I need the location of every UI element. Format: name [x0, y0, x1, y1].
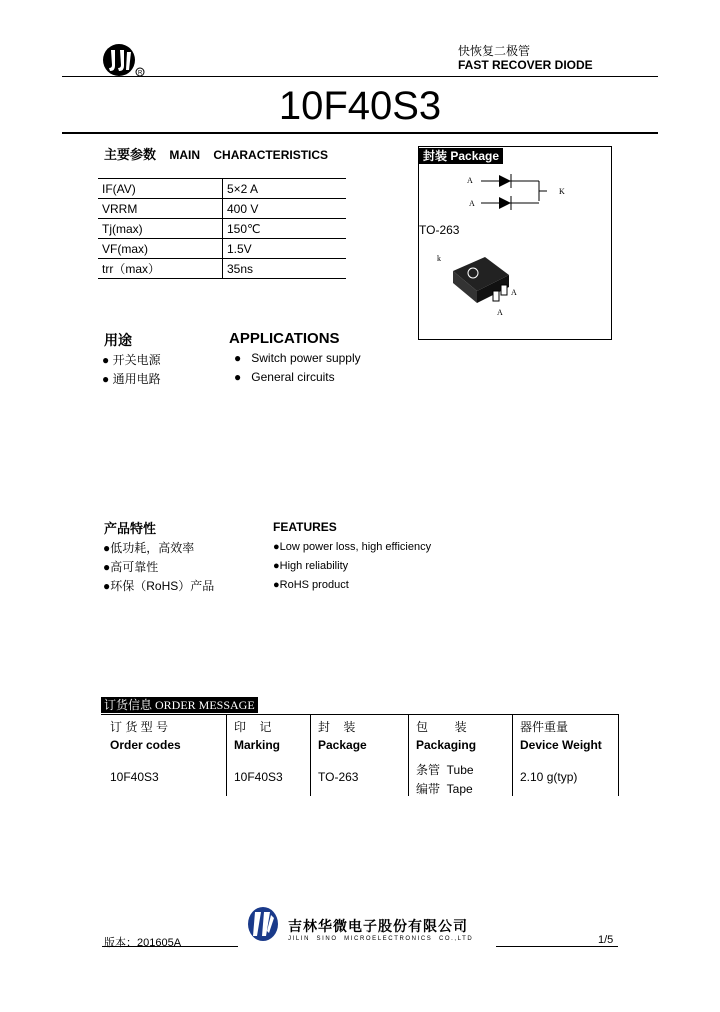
order-header-en: Package: [318, 738, 367, 752]
order-marking-value: 10F40S3: [234, 770, 283, 784]
param-cell: IF(AV): [98, 179, 223, 199]
feature-item-cn: ●低功耗，高效率: [103, 541, 195, 555]
order-packaging-tape: 编带 Tape: [416, 782, 473, 796]
order-col-divider: [512, 714, 513, 796]
footer-company-en: JILIN SINO MICROELECTRONICS CO.,LTD: [288, 936, 474, 942]
footer-rule-right: [496, 946, 618, 947]
table-row: [98, 179, 346, 199]
part-number-title: 10F40S3: [278, 84, 442, 128]
pin-k-label: K: [559, 187, 565, 196]
table-row: [98, 219, 346, 239]
footer-page-number: 1/5: [598, 934, 614, 946]
characteristics-table: [98, 178, 346, 279]
order-packaging-tube: 条管 Tube: [416, 763, 474, 777]
param-cell: trr（max）: [98, 259, 223, 279]
applications-heading-cn: 用途: [104, 332, 132, 348]
package-box: [418, 146, 612, 340]
title-rule: [62, 132, 658, 134]
package-label: [419, 147, 503, 165]
main-characteristics-heading: [104, 144, 328, 163]
table-row: [98, 199, 346, 219]
order-message-label: [101, 696, 258, 714]
feature-item-cn: ●高可靠性: [103, 560, 159, 574]
header-rule: [62, 76, 658, 77]
feature-item-en: ●High reliability: [273, 560, 349, 572]
order-col-divider: [310, 714, 311, 796]
company-logo: [102, 42, 142, 78]
features-heading-cn: 产品特性: [104, 521, 157, 536]
package-label-text: 封装 Package: [419, 148, 503, 164]
order-header-en: Order codes: [110, 738, 181, 752]
order-col-divider: [618, 714, 619, 796]
feature-item-en: ●RoHS product: [273, 579, 349, 591]
pin-a3-label: A: [511, 288, 517, 297]
pin-a2-label: A: [469, 199, 475, 208]
order-col-divider: [408, 714, 409, 796]
app-item-cn: ● 通用电路: [102, 372, 161, 386]
app-item-en: ● General circuits: [234, 370, 335, 384]
footer-version: 版本：201605A: [104, 937, 182, 949]
order-code-value: 10F40S3: [110, 770, 159, 784]
param-cell: VRRM: [98, 199, 223, 219]
header-title-en: FAST RECOVER DIODE: [458, 58, 593, 72]
value-cell: 1.5V: [223, 239, 347, 259]
order-header-cn: 印 记: [234, 720, 272, 734]
order-header-en: Device Weight: [520, 738, 602, 752]
app-item-en: ● Switch power supply: [234, 351, 361, 365]
heading-cn: 主要参数: [104, 147, 157, 162]
param-cell: VF(max): [98, 239, 223, 259]
order-header-cn: 器件重量: [520, 720, 569, 734]
order-header-cn: 包 装: [416, 720, 467, 734]
applications-heading-en: APPLICATIONS: [229, 330, 340, 347]
registered-mark: R: [138, 70, 143, 77]
package-type: TO-263: [419, 223, 460, 237]
order-package-value: TO-263: [318, 770, 359, 784]
footer-logo: [247, 906, 279, 942]
param-cell: Tj(max): [98, 219, 223, 239]
to263-package-drawing: [429, 247, 549, 327]
diode-symbol: [419, 169, 609, 219]
value-cell: 5×2 A: [223, 179, 347, 199]
feature-item-en: ●Low power loss, high efficiency: [273, 541, 432, 553]
order-header-en: Packaging: [416, 738, 477, 752]
footer-company-cn: 吉林华微电子股份有限公司: [288, 918, 468, 934]
order-top-rule: [101, 714, 619, 715]
value-cell: 150℃: [223, 219, 347, 239]
feature-item-cn: ●环保（RoHS）产品: [103, 579, 215, 593]
pin-a-label: A: [467, 176, 473, 185]
table-row: [98, 259, 346, 279]
value-cell: 35ns: [223, 259, 347, 279]
heading-en: MAIN CHARACTERISTICS: [169, 148, 329, 162]
table-row: [98, 239, 346, 259]
pin-k-small-label: k: [437, 254, 441, 263]
order-col-divider: [226, 714, 227, 796]
order-header-cn: 订 货 型 号: [110, 720, 169, 734]
app-item-cn: ● 开关电源: [102, 353, 161, 367]
order-header-en: Marking: [234, 738, 281, 752]
order-label-text: 订货信息 ORDER MESSAGE: [101, 697, 258, 713]
value-cell: 400 V: [223, 199, 347, 219]
pin-a4-label: A: [497, 308, 503, 317]
order-header-cn: 封 装: [318, 720, 356, 734]
header-title-cn: 快恢复二极管: [458, 44, 531, 58]
order-weight-value: 2.10 g(typ): [520, 770, 578, 784]
features-heading-en: FEATURES: [273, 520, 337, 534]
